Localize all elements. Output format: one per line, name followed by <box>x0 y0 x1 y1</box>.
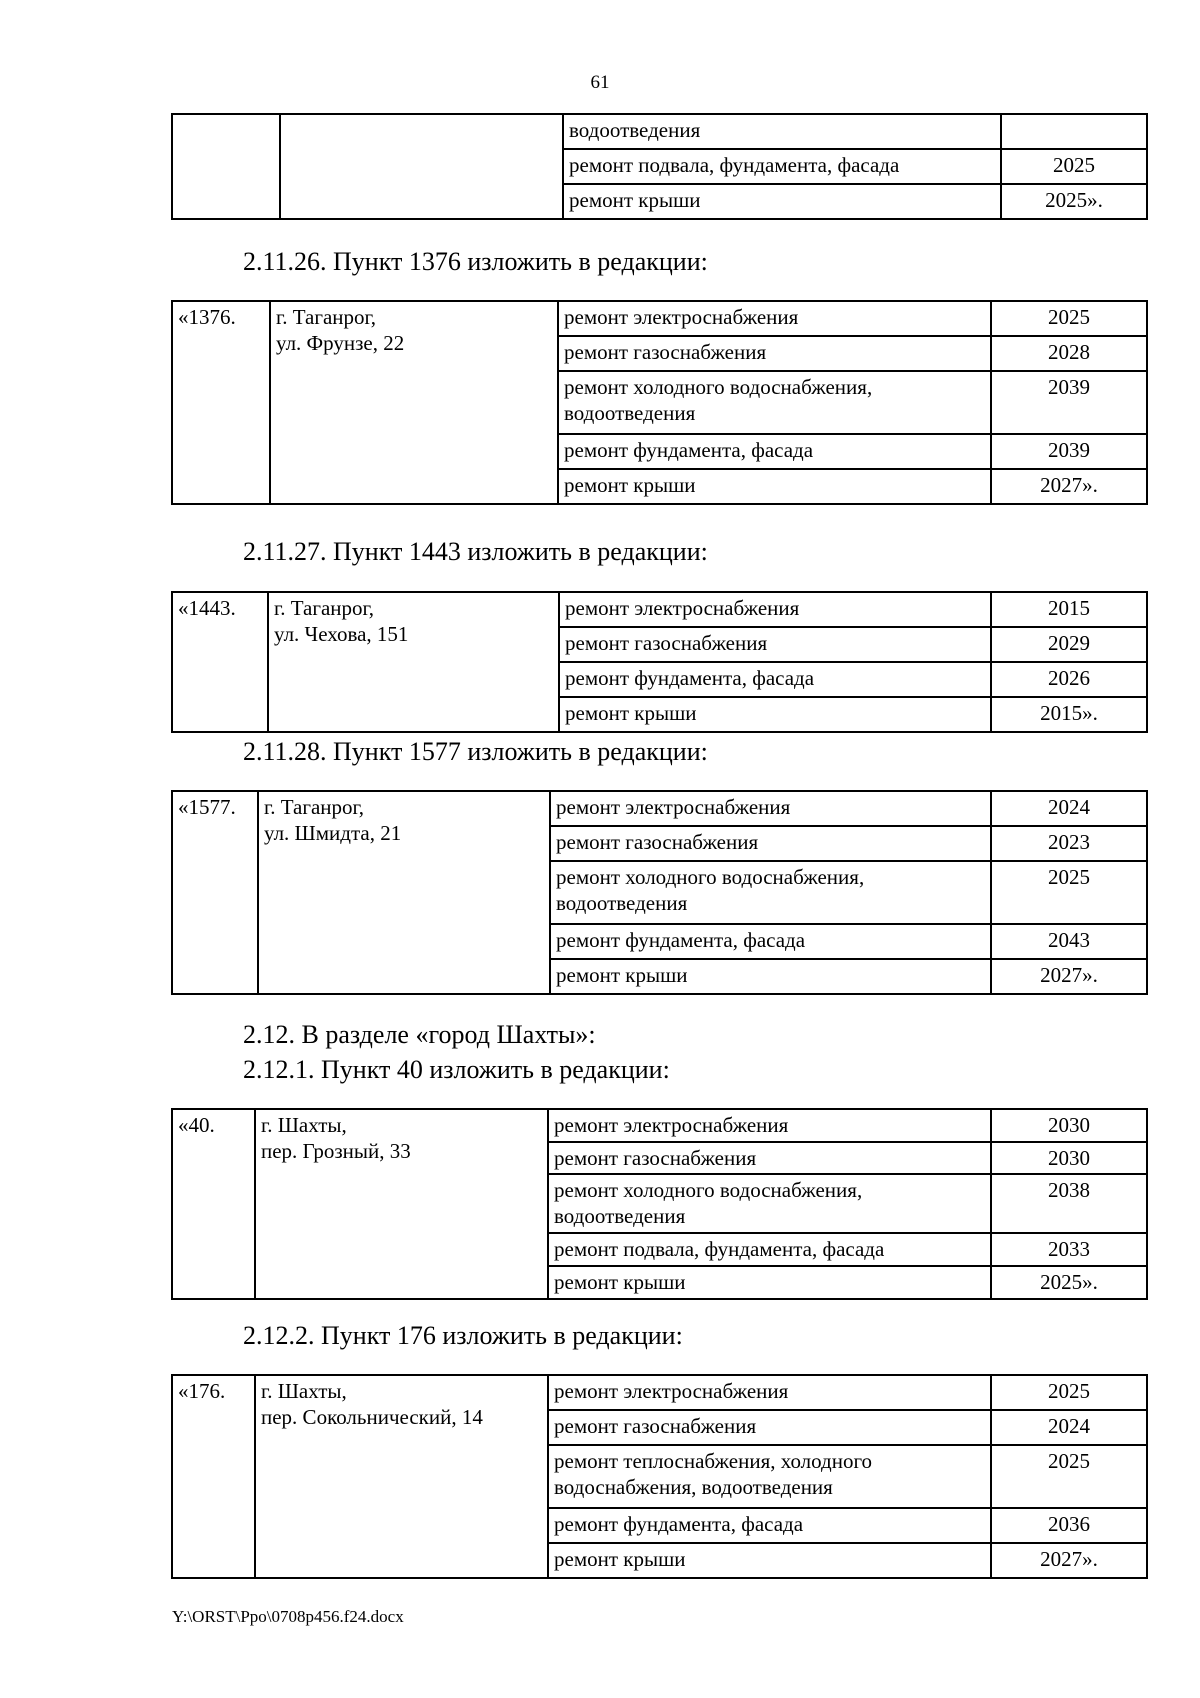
work-cell: водоотведения <box>563 114 1001 149</box>
work-cell: ремонт газоснабжения <box>558 336 991 371</box>
year-cell: 2033 <box>991 1233 1147 1266</box>
item-number: «1376. <box>172 301 270 504</box>
item-table-40 <box>171 1108 1148 1300</box>
work-cell <box>558 371 991 434</box>
year-cell: 2030 <box>991 1142 1147 1174</box>
year-cell: 2025». <box>1001 184 1147 219</box>
address-city: г. Таганрог, <box>264 795 365 819</box>
address-city: г. Таганрог, <box>274 596 375 620</box>
item-number: «1577. <box>172 791 258 994</box>
work-cell: ремонт фундамента, фасада <box>548 1508 991 1543</box>
work-cell: ремонт электроснабжения <box>550 791 991 826</box>
year-cell: 2015». <box>991 697 1147 732</box>
address-cell <box>268 592 559 732</box>
item-number: «1443. <box>172 592 268 732</box>
address-city: г. Шахты, <box>261 1113 347 1137</box>
work-line: ремонт холодного водоснабжения, <box>564 375 873 399</box>
work-cell: ремонт фундамента, фасада <box>550 924 991 959</box>
year-cell: 2027». <box>991 469 1147 504</box>
page-number: 61 <box>590 72 610 93</box>
work-cell: ремонт крыши <box>550 959 991 994</box>
address-cell <box>258 791 550 994</box>
year-cell: 2026 <box>991 662 1147 697</box>
work-line: водоснабжения, водоотведения <box>554 1475 833 1499</box>
year-cell: 2025 <box>991 1375 1147 1410</box>
section-heading: 2.11.26. Пункт 1376 изложить в редакции: <box>243 247 708 276</box>
section-heading: 2.12.2. Пункт 176 изложить в редакции: <box>243 1321 683 1350</box>
work-line: ремонт теплоснабжения, холодного <box>554 1449 873 1473</box>
item-table-1376 <box>171 300 1148 505</box>
work-cell: ремонт подвала, фундамента, фасада <box>548 1233 991 1266</box>
work-cell: ремонт крыши <box>563 184 1001 219</box>
work-cell <box>548 1174 991 1233</box>
work-cell: ремонт электроснабжения <box>559 592 991 627</box>
work-cell: ремонт электроснабжения <box>548 1109 991 1142</box>
year-cell: 2043 <box>991 924 1147 959</box>
item-table-1443 <box>171 591 1148 733</box>
address-cell <box>255 1109 548 1299</box>
address-cell <box>270 301 558 504</box>
work-line: водоотведения <box>564 401 696 425</box>
year-cell: 2039 <box>991 434 1147 469</box>
item-table-1577 <box>171 790 1148 995</box>
work-cell: ремонт газоснабжения <box>548 1142 991 1174</box>
address-street: ул. Чехова, 151 <box>274 622 409 646</box>
year-cell: 2027». <box>991 959 1147 994</box>
work-cell: ремонт электроснабжения <box>558 301 991 336</box>
work-cell: ремонт крыши <box>559 697 991 732</box>
year-cell: 2025 <box>991 1445 1147 1508</box>
file-path-footer: Y:\ORST\Ppo\0708p456.f24.docx <box>172 1607 404 1626</box>
section-heading: 2.12.1. Пункт 40 изложить в редакции: <box>243 1055 670 1084</box>
work-cell <box>550 861 991 924</box>
continuation-table <box>171 113 1148 220</box>
work-cell: ремонт крыши <box>558 469 991 504</box>
work-cell: ремонт подвала, фундамента, фасада <box>563 149 1001 184</box>
year-cell: 2029 <box>991 627 1147 662</box>
work-cell: ремонт крыши <box>548 1266 991 1299</box>
year-cell: 2025 <box>991 861 1147 924</box>
work-line: водоотведения <box>556 891 688 915</box>
section-heading: 2.11.28. Пункт 1577 изложить в редакции: <box>243 737 708 766</box>
work-line: ремонт холодного водоснабжения, <box>556 865 865 889</box>
section-heading: 2.12. В разделе «город Шахты»: <box>243 1020 596 1049</box>
item-table-176 <box>171 1374 1148 1579</box>
work-line: водоотведения <box>554 1204 686 1228</box>
work-cell: ремонт газоснабжения <box>550 826 991 861</box>
year-cell: 2023 <box>991 826 1147 861</box>
address-street: пер. Грозный, 33 <box>261 1139 411 1163</box>
address-street: ул. Шмидта, 21 <box>264 821 402 845</box>
year-cell: 2024 <box>991 791 1147 826</box>
year-cell <box>1001 114 1147 149</box>
year-cell: 2038 <box>991 1174 1147 1233</box>
item-number: «40. <box>172 1109 255 1299</box>
year-cell: 2015 <box>991 592 1147 627</box>
address-city: г. Шахты, <box>261 1379 347 1403</box>
work-cell: ремонт газоснабжения <box>548 1410 991 1445</box>
item-number: «176. <box>172 1375 255 1578</box>
work-cell: ремонт электроснабжения <box>548 1375 991 1410</box>
work-cell <box>548 1445 991 1508</box>
year-cell: 2028 <box>991 336 1147 371</box>
work-cell: ремонт фундамента, фасада <box>559 662 991 697</box>
work-cell: ремонт крыши <box>548 1543 991 1578</box>
year-cell: 2025». <box>991 1266 1147 1299</box>
address-cell <box>255 1375 548 1578</box>
year-cell: 2027». <box>991 1543 1147 1578</box>
year-cell: 2025 <box>991 301 1147 336</box>
year-cell: 2024 <box>991 1410 1147 1445</box>
year-cell: 2030 <box>991 1109 1147 1142</box>
address-city: г. Таганрог, <box>276 305 377 329</box>
year-cell: 2025 <box>1001 149 1147 184</box>
work-cell: ремонт газоснабжения <box>559 627 991 662</box>
section-heading: 2.11.27. Пункт 1443 изложить в редакции: <box>243 537 708 566</box>
year-cell: 2036 <box>991 1508 1147 1543</box>
work-cell: ремонт фундамента, фасада <box>558 434 991 469</box>
address-street: пер. Сокольнический, 14 <box>261 1405 483 1429</box>
year-cell: 2039 <box>991 371 1147 434</box>
work-line: ремонт холодного водоснабжения, <box>554 1178 863 1202</box>
address-street: ул. Фрунзе, 22 <box>276 331 405 355</box>
